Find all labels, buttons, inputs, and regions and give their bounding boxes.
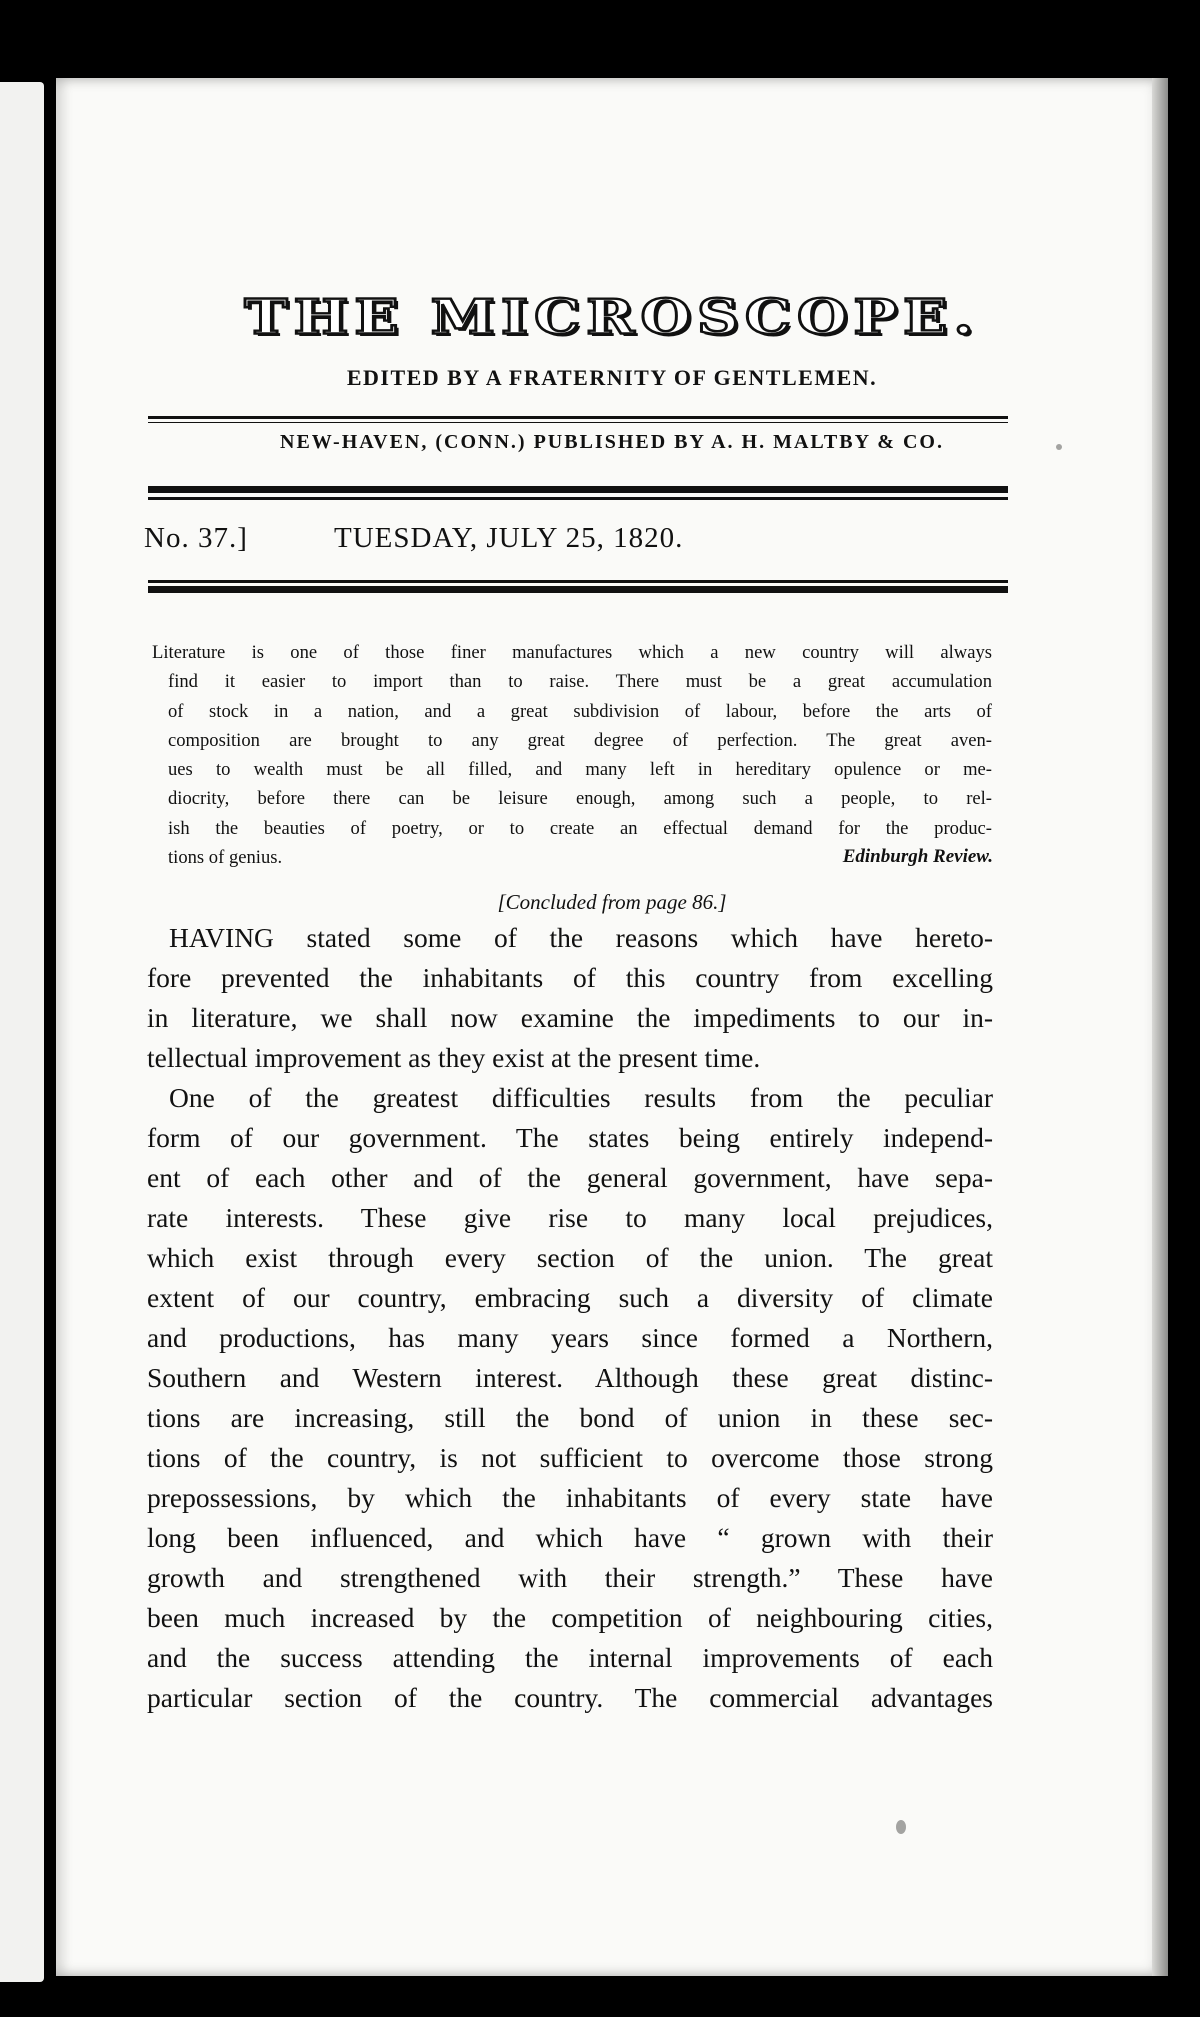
- facing-page-edge: [0, 82, 44, 1982]
- divider-rule: [148, 580, 1008, 583]
- body-line: fore prevented the inhabitants of this country from excelling: [147, 962, 993, 993]
- body-line: prepossessions, by which the inhabitants of every state have: [147, 1482, 993, 1513]
- epigraph-line: tions of genius.: [168, 847, 283, 869]
- book-page: [56, 78, 1168, 1976]
- body-line: One of the greatest difficulties results from the peculiar: [169, 1082, 993, 1113]
- ink-speck: [1056, 444, 1062, 450]
- body-line: long been influenced, and which have “ grown with their: [147, 1522, 993, 1553]
- divider-rule: [148, 586, 1008, 593]
- paragraph: [147, 1078, 993, 1718]
- divider-rule: [148, 497, 1008, 500]
- publisher-line: NEW-HAVEN, (CONN.) PUBLISHED BY A. H. MALTBY & CO.: [280, 431, 944, 453]
- body-line: form of our government. The states being entirely independ-: [147, 1122, 993, 1153]
- body-line: in literature, we shall now examine the impediments to our in-: [147, 1002, 993, 1033]
- body-line: ent of each other and of the general government, have sepa-: [147, 1162, 993, 1193]
- body-line: and productions, has many years since formed a Northern,: [147, 1322, 993, 1353]
- divider-rule: [148, 422, 1008, 423]
- article-body: [147, 918, 993, 1718]
- paragraph: [147, 918, 993, 1078]
- epigraph-line: find it easier to import than to raise. There must be a great accumulation: [168, 671, 992, 693]
- epigraph-source: Edinburgh Review.: [842, 846, 993, 867]
- divider-rule: [148, 486, 1008, 493]
- issue-date: TUESDAY, JULY 25, 1820.: [334, 522, 684, 554]
- divider-rule: [148, 416, 1008, 419]
- epigraph: [152, 638, 992, 872]
- continued-note: [56, 890, 1168, 915]
- epigraph-line: diocrity, before there can be leisure enough, among such a people, to rel-: [168, 788, 992, 810]
- body-line: HAVING stated some of the reasons which have hereto-: [169, 922, 993, 953]
- body-line: Southern and Western interest. Although these great distinc-: [147, 1362, 993, 1393]
- body-line: growth and strengthened with their strength.” These have: [147, 1562, 993, 1593]
- epigraph-line: composition are brought to any great degree of perfection. The great aven-: [168, 729, 992, 751]
- body-line: tions are increasing, still the bond of union in these sec-: [147, 1402, 993, 1433]
- body-line: and the success attending the internal improvements of each: [147, 1642, 993, 1673]
- body-line: been much increased by the competition of neighbouring cities,: [147, 1602, 993, 1633]
- issue-number: No. 37.]: [144, 522, 248, 554]
- continued-note-text: [Concluded from page 86.]: [497, 890, 727, 914]
- body-line: extent of our country, embracing such a diversity of climate: [147, 1282, 993, 1313]
- page-gutter-shadow: [1152, 78, 1168, 1976]
- ink-smudge: [896, 1820, 906, 1834]
- body-line: rate interests. These give rise to many local prejudices,: [147, 1202, 993, 1233]
- masthead-title: THE MICROSCOPE.: [244, 289, 980, 345]
- body-line: tellectual improvement as they exist at the present time.: [147, 1042, 761, 1073]
- epigraph-line: Literature is one of those finer manufactures which a new country will always: [152, 642, 992, 663]
- epigraph-line: of stock in a nation, and a great subdivision of labour, before the arts of: [168, 700, 992, 722]
- epigraph-line: ues to wealth must be all filled, and many left in hereditary opulence or me-: [168, 759, 992, 781]
- body-line: particular section of the country. The commercial advantages: [147, 1682, 993, 1713]
- epigraph-line: ish the beauties of poetry, or to create an effectual demand for the produc-: [168, 817, 992, 839]
- masthead-subtitle: EDITED BY A FRATERNITY OF GENTLEMEN.: [346, 365, 878, 390]
- body-line: tions of the country, is not sufficient to overcome those strong: [147, 1442, 993, 1473]
- body-line: which exist through every section of the union. The great: [147, 1242, 993, 1273]
